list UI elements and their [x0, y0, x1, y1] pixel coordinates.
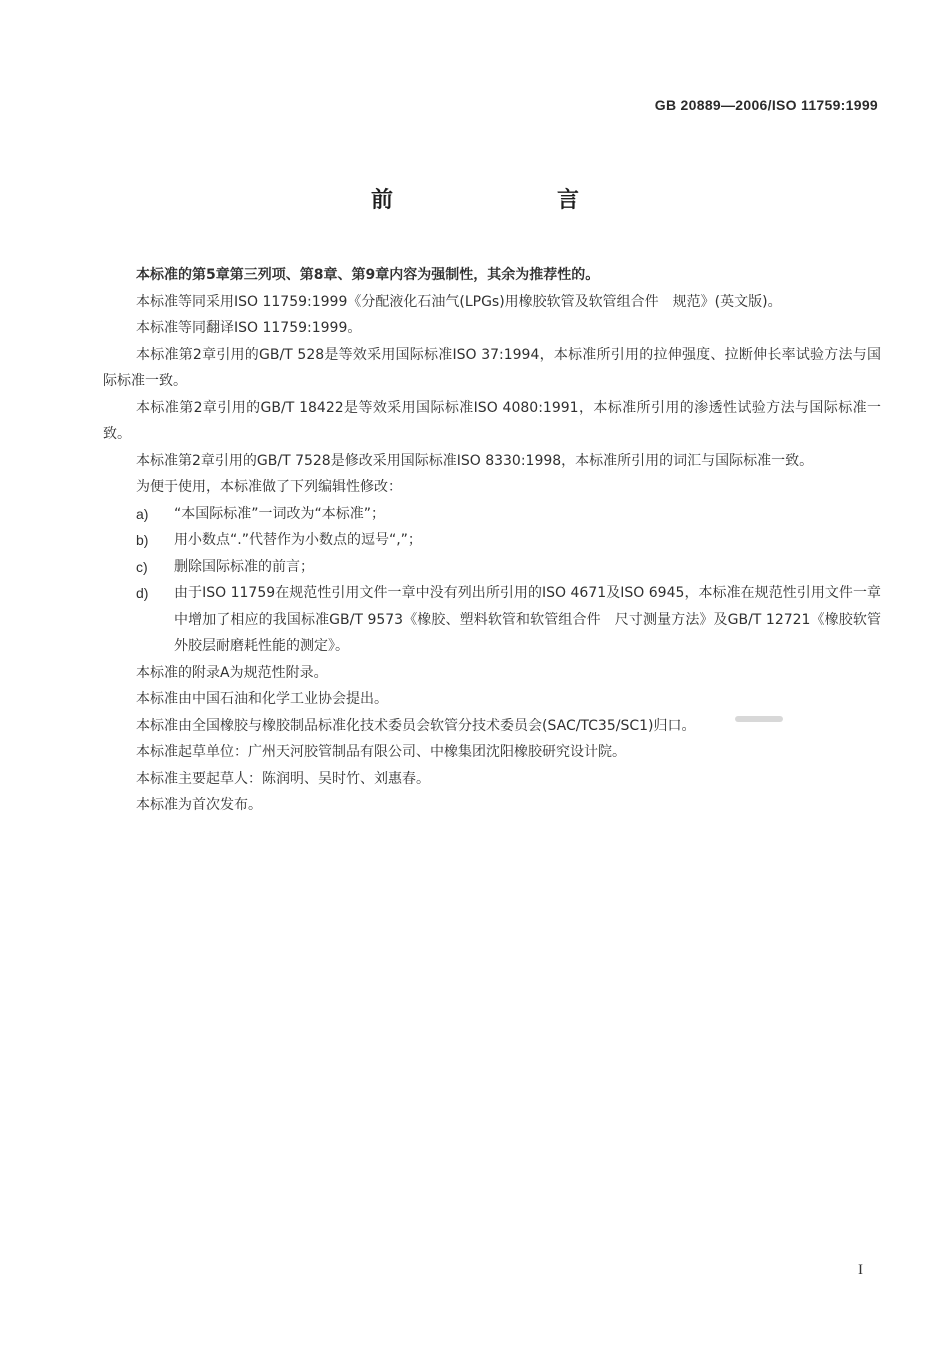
paragraph-first-release: 本标准为首次发布。: [136, 797, 262, 813]
paragraph-proposer: 本标准由中国石油和化学工业协会提出。: [136, 691, 388, 707]
paragraph-drafting-units: 本标准起草单位：广州天河胶管制品有限公司、中橡集团沈阳橡胶研究设计院。: [136, 744, 626, 760]
paragraph-adoption: 本标准等同采用ISO 11759:1999《分配液化石油气(LPGs)用橡胶软管及软管组合件 规范》(英文版)。: [136, 293, 782, 310]
paragraph-drafters: 本标准主要起草人：陈润明、吴时竹、刘惠春。: [136, 770, 430, 787]
page-title: 前 言: [370, 188, 619, 213]
list-item: [103, 527, 881, 554]
list-item-text: 删除国际标准的前言；: [174, 558, 314, 575]
paragraph-mandatory-scope: 本标准的第5章第三列项、第8章、第9章内容为强制性，其余为推荐性的。: [136, 267, 600, 283]
list-item: [103, 554, 881, 581]
list-item-text: 用小数点“.”代替作为小数点的逗号“,”；: [174, 532, 422, 548]
paragraph-ref-gbt18422: 本标准第2章引用的GB/T 18422是等效采用国际标准ISO 4080:1991，本标准所引用的渗透性试验方法与国际标准一致。: [103, 399, 881, 442]
paragraph-centralized-by: 本标准由全国橡胶与橡胶制品标准化技术委员会软管分技术委员会(SAC/TC35/SC1)归口。: [136, 717, 696, 734]
foreword-body: [103, 262, 895, 819]
list-marker: a): [136, 505, 149, 522]
scan-smudge: [735, 716, 783, 722]
paragraph-editorial-intro: 为便于使用，本标准做了下列编辑性修改：: [136, 479, 402, 495]
list-marker: c): [136, 558, 148, 575]
paragraph-translation: 本标准等同翻译ISO 11759:1999。: [136, 320, 362, 336]
list-item: [103, 580, 895, 660]
list-item: [103, 501, 881, 528]
paragraph-ref-gbt528: 本标准第2章引用的GB/T 528是等效采用国际标准ISO 37:1994，本标准所引用的拉伸强度、拉断伸长率试验方法与国际标准一致。: [103, 346, 881, 389]
list-item-text: “本国际标准”一词改为“本标准”；: [174, 505, 386, 522]
paragraph-annex: 本标准的附录A为规范性附录。: [136, 664, 328, 681]
list-marker: d): [136, 585, 149, 601]
paragraph-ref-gbt7528: 本标准第2章引用的GB/T 7528是修改采用国际标准ISO 8330:1998，本标准所引用的词汇与国际标准一致。: [136, 452, 814, 469]
list-item-text: 由于ISO 11759在规范性引用文件一章中没有列出所引用的ISO 4671及ISO 6945，本标准在规范性引用文件一章中增加了相应的我国标准GB/T 9573《橡胶、塑料软管和软管组合件 尺寸测量方法》及GB/T 12721《橡胶软管 外胶层耐磨耗性能的测定》。: [174, 585, 895, 654]
list-marker: b): [136, 532, 149, 548]
standard-code: GB 20889—2006/ISO 11759:1999: [654, 97, 878, 113]
page-number: I: [858, 1262, 863, 1278]
